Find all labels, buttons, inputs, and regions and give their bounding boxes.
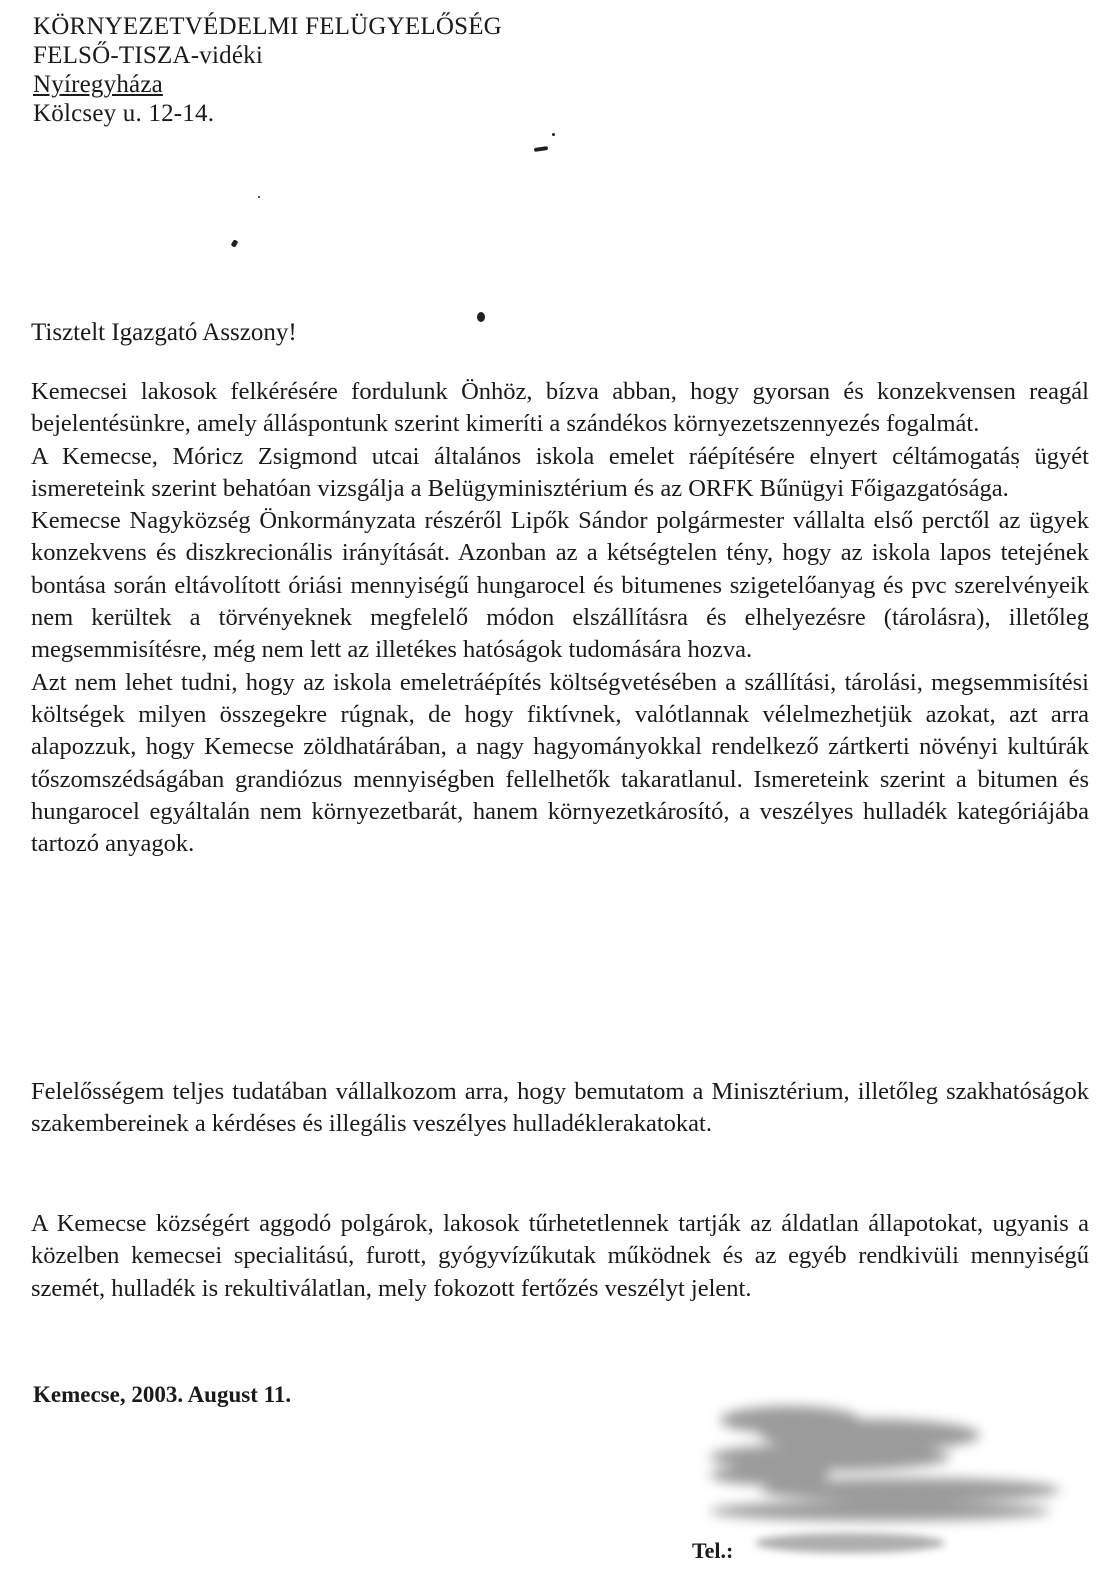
paragraph: Felelősségem teljes tudatában vállalkozom arra, hogy bemutatom a Minisztérium, illetőleg szakhatóságok szakembereinek a kérdéses és illegális veszélyes hulladéklerakatokat. bbox=[31, 1078, 1089, 1138]
scan-speck bbox=[477, 312, 485, 322]
address-line-region: FELSŐ-TISZA-vidéki bbox=[33, 42, 263, 69]
letter-body-commitment bbox=[31, 1076, 1089, 1141]
scan-speck bbox=[534, 146, 548, 152]
scan-speck bbox=[231, 239, 239, 248]
paragraph: Kemecsei lakosok felkérésére fordulunk Önhöz, bízva abban, hogy gyorsan és konzekvensen reagál bejelentésünkre, amely álláspontunk szerint kimeríti a szándékos környezetszennyezés fogalmát. bbox=[31, 378, 1089, 438]
redacted-signature bbox=[680, 1395, 1080, 1590]
address-line-city: Nyíregyháza bbox=[33, 71, 163, 98]
sender-address bbox=[33, 12, 502, 128]
letter-body-closing bbox=[31, 1208, 1089, 1305]
scan-speck bbox=[552, 133, 555, 136]
paragraph: A Kemecse községért aggodó polgárok, lakosok tűrhetetlennek tartják az áldatlan állapotokat, ugyanis a közelben kemecsei specialitású, furott, gyógyvízűkutak működnek és az egyéb rendkivüli mennyiségű szemét, hulladék is rekultiválatlan, mely fokozott fertőzés veszélyt jelent. bbox=[31, 1210, 1089, 1302]
telephone-label: Tel.: bbox=[692, 1538, 734, 1563]
paragraph: Kemecse Nagyközség Önkormányzata részéről Lipők Sándor polgármester vállalta első perctől az ügyek konzekvens és diszkrecionális irányítását. Azonban az a kétségtelen tény, hogy az iskola lapos tetejének bontása során eltávolított óriási mennyiségű hungarocel és bitumenes szigetelőanyag és pvc szerelvényeik nem kerültek a törvényeknek megfelelő módon elszállításra és elhelyezésre (tárolásra), illetőleg megsemmisítésre, még nem lett az illetékes hatóságok tudomására hozva. bbox=[31, 507, 1089, 664]
address-line-street: Kölcsey u. 12-14. bbox=[33, 100, 215, 127]
scan-speck bbox=[258, 196, 260, 198]
paragraph: Azt nem lehet tudni, hogy az iskola emeletráépítés költségvetésében a szállítási, tárolási, megsemmisítési költségek milyen összegekre rúgnak, de hogy fiktívnek, valótlannak vélelmezhetjük azokat, azt arra alapozzuk, hogy Kemecse zöldhatárában, a nagy hagyományokkal rendelkező zártkerti növényi kultúrák tőszomszédságában grandiózus mennyiségben fellelhetők takaratlanul. Ismereteink szerint a bitumen és hungarocel egyáltalán nem környezetbarát, hanem környezetkárosító, a veszélyes hulladék kategóriájába tartozó anyagok. bbox=[31, 668, 1089, 858]
address-line-agency: KÖRNYEZETVÉDELMI FELÜGYELŐSÉG bbox=[33, 13, 502, 40]
dateline: Kemecse, 2003. August 11. bbox=[33, 1382, 292, 1407]
paragraph: A Kemecse, Móricz Zsigmond utcai általános iskola emelet ráépítésére elnyert céltámogatás ügyét ismereteink szerint behatóan vizsgálja a Belügyminisztérium és az ORFK Bűnügyi Főigazgatósága. bbox=[31, 442, 1089, 502]
salutation: Tisztelt Igazgató Asszony! bbox=[31, 319, 297, 346]
letter-body-main bbox=[31, 376, 1089, 860]
